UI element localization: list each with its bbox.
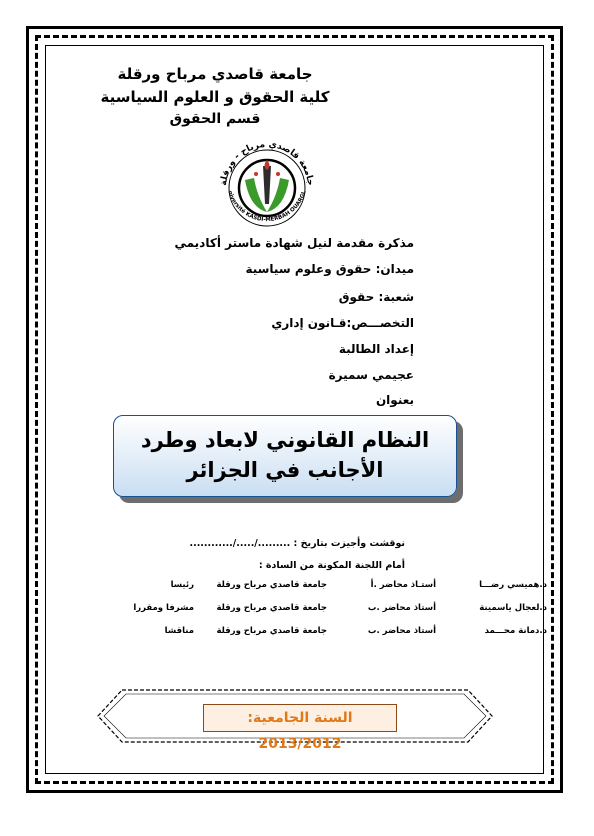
defense-date-line: نوقشت وأجيزت بتاريخ : ........./...../............ [189, 538, 405, 549]
prepared-by-label: إعداد الطالبة [338, 342, 414, 356]
thesis-title-line-2: الأجانب في الجزائر [186, 458, 384, 482]
committee-intro: أمام اللجنة المكونة من السادة : [258, 560, 405, 571]
specialty-line: التخصـــص:قـانون إداري [271, 316, 414, 330]
title-label: بعنوان [375, 393, 414, 407]
member-rank: أستـاذ محاضر .أ [370, 580, 436, 590]
member-role: رئيسا [170, 580, 194, 590]
branch-line: شعبة: حقوق [338, 290, 414, 304]
seal-arabic-text: جامعة قاصدي مرباح - ورقلة [219, 139, 316, 187]
member-institution: جامعة قاصدي مرباح ورقلة [216, 626, 327, 636]
field-line: ميدان: حقوق وعلوم سياسية [245, 262, 414, 276]
student-name: عجيمي سميرة [328, 368, 414, 382]
university-name: جامعة قاصدي مرباح ورقلة [117, 65, 313, 83]
member-role: مناقشا [164, 626, 194, 636]
member-name: د.دمانة محـــمد [484, 626, 547, 636]
member-rank: أستاذ محاضر .ب [367, 626, 436, 636]
member-institution: جامعة قاصدي مرباح ورقلة [216, 580, 327, 590]
faculty-name: كلية الحقوق و العلوم السياسية [100, 88, 330, 106]
department-name: قسم الحقوق [169, 111, 261, 127]
seal-latin-text: niversité KASDI-MERBAH OUARGL [226, 190, 308, 224]
thesis-title-box [113, 415, 457, 497]
academic-year: السنة الجامعية: 2013/2012 [203, 704, 397, 732]
member-name: د.لعجال ياسمينة [479, 603, 547, 613]
thesis-title-line-1: النظام القانوني لابعاد وطرد [140, 428, 430, 452]
member-institution: جامعة قاصدي مرباح ورقلة [216, 603, 327, 613]
member-name: د.هميسي رضـــا [479, 580, 547, 590]
member-role: مشرفا ومقررا [133, 603, 194, 613]
member-rank: أستاذ محاضر .ب [367, 603, 436, 613]
university-seal-icon [212, 130, 322, 230]
degree-statement: مذكرة مقدمة لنيل شهادة ماستر أكاديمي [174, 236, 414, 250]
